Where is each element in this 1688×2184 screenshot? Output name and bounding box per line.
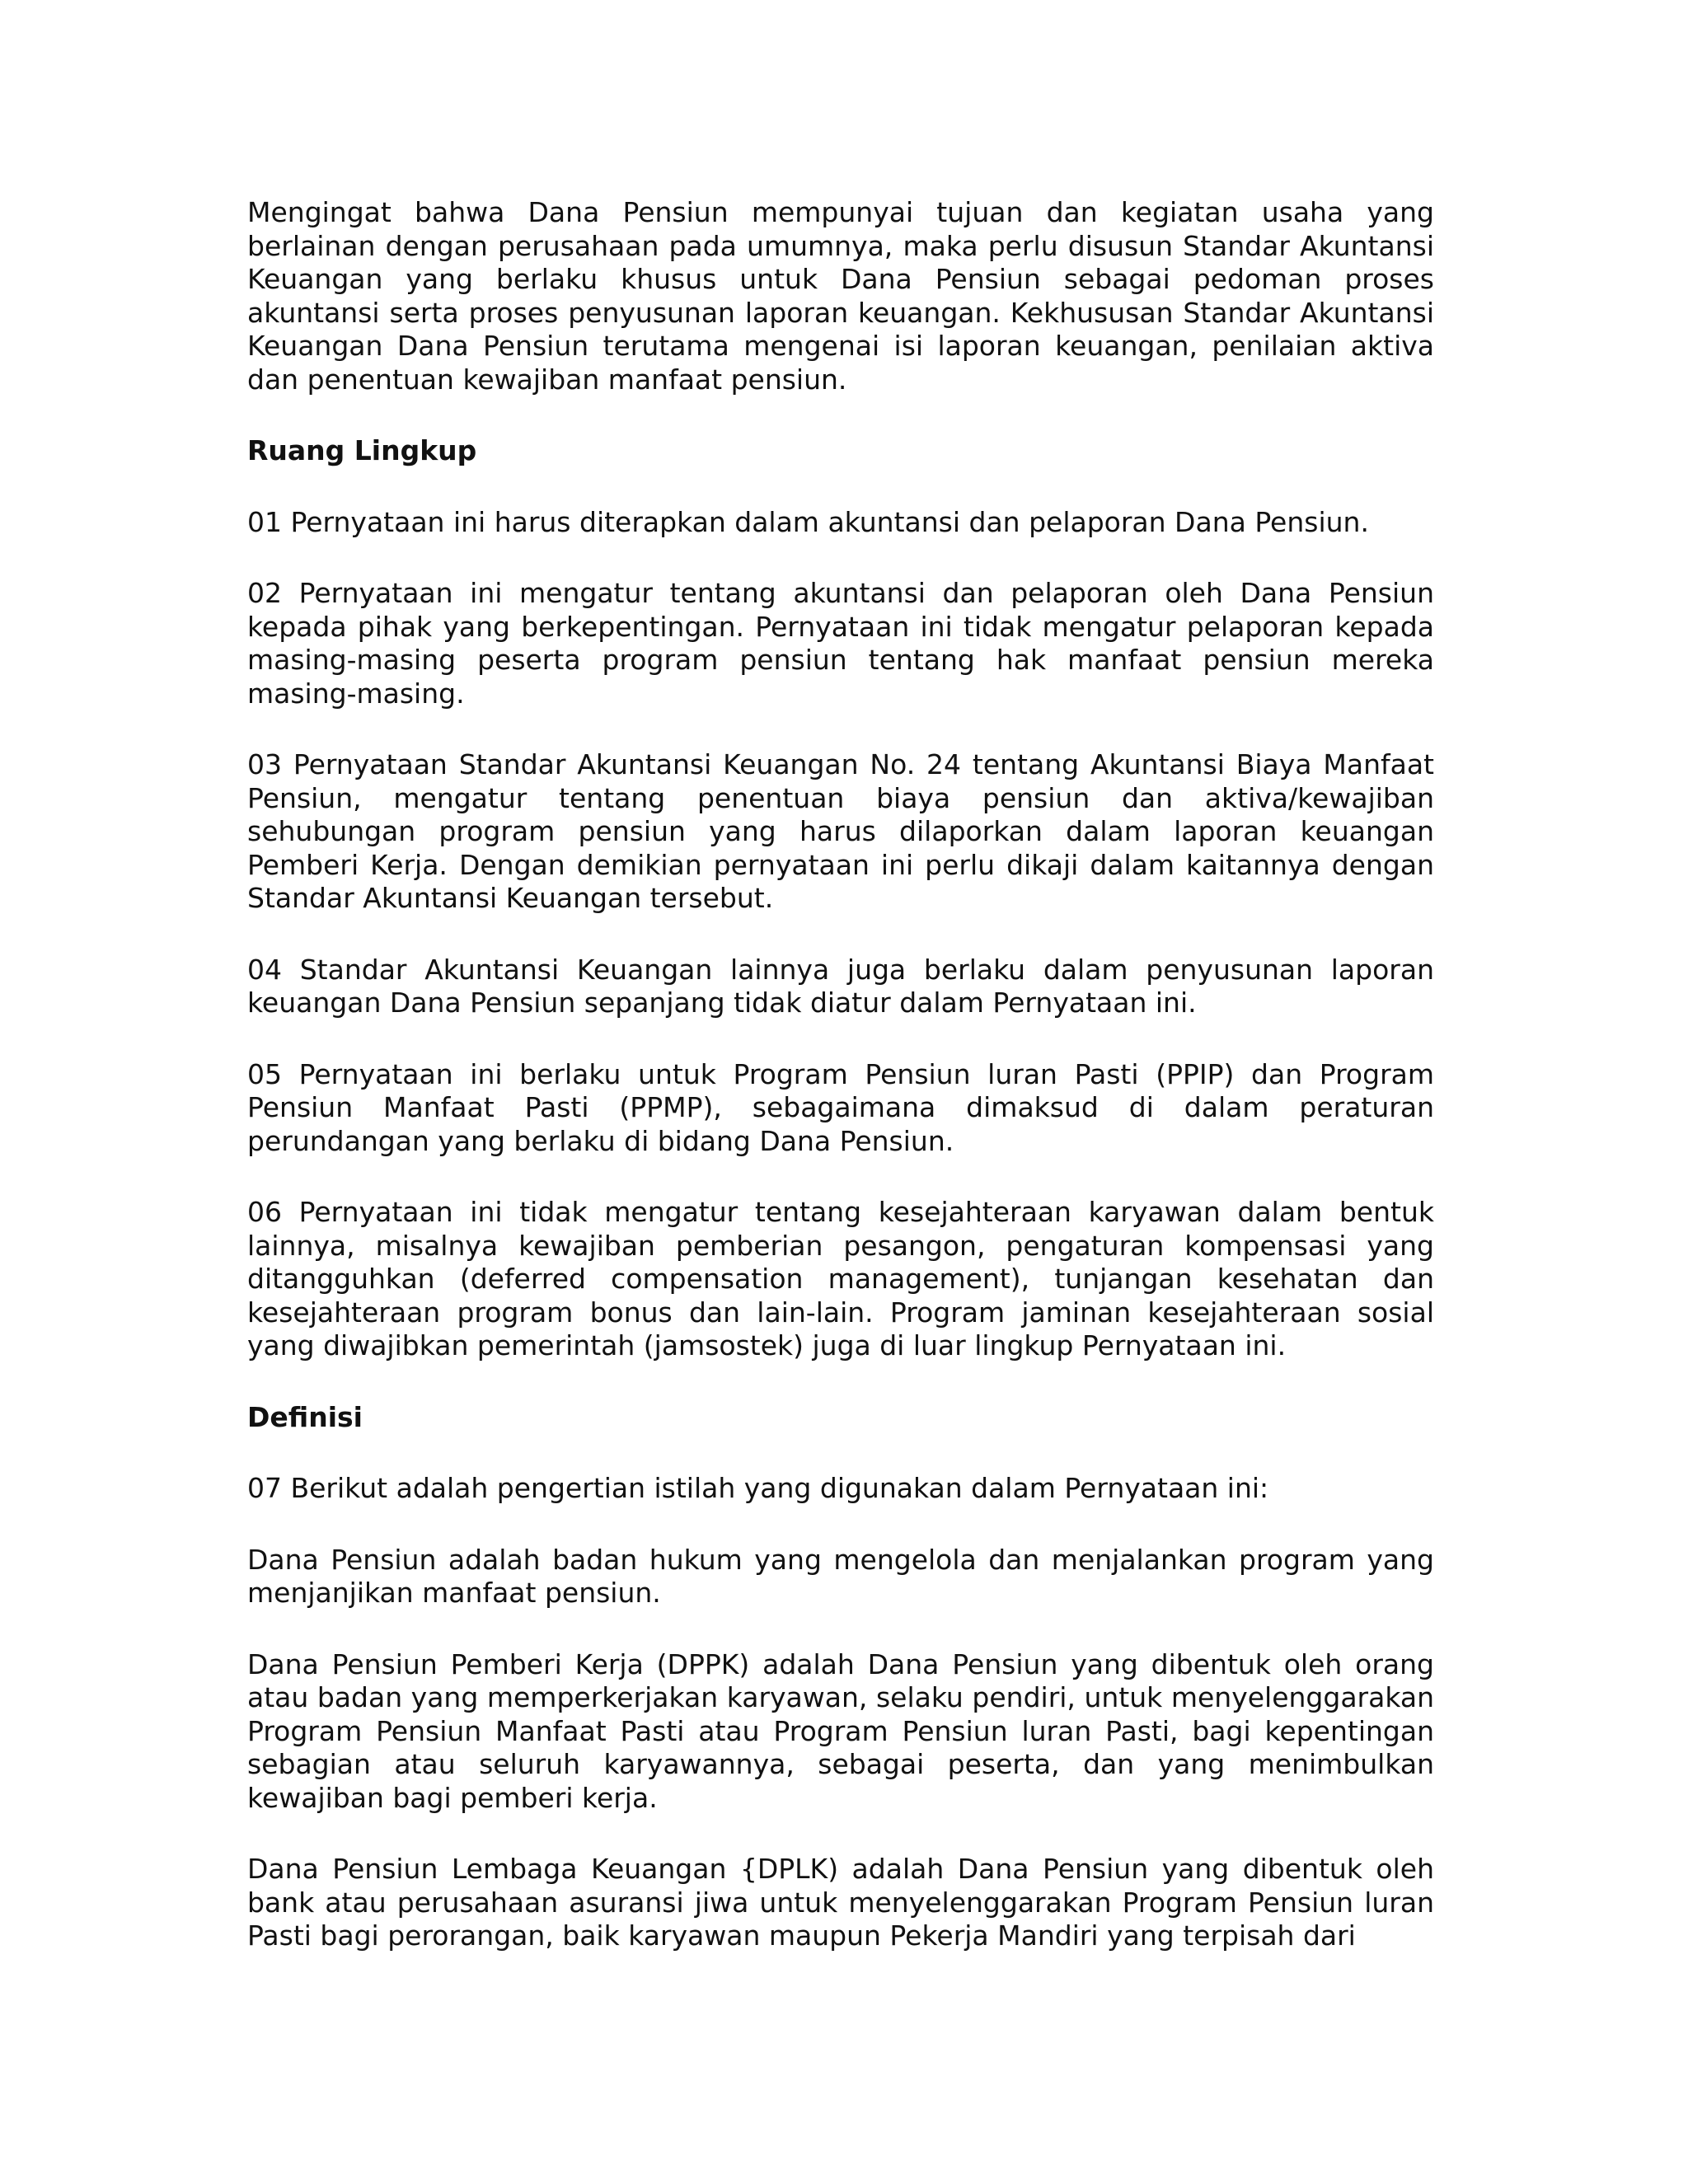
paragraph-05: 05 Pernyataan ini berlaku untuk Program Pensiun luran Pasti (PPIP) dan Program Pensiun Manfaat Pasti (PPMP), sebagaimana dimaksud di dalam peraturan perundangan yang berlaku di bidang Dana Pensiun.	[247, 1057, 1434, 1157]
paragraph-01: 01 Pernyataan ini harus diterapkan dalam akuntansi dan pelaporan Dana Pensiun.	[247, 505, 1369, 538]
paragraph-02: 02 Pernyataan ini mengatur tentang akuntansi dan pelaporan oleh Dana Pensiun kepada pihak yang berkepentingan. Pernyataan ini tidak mengatur pelaporan kepada masing-masing peserta program pensiun tentang hak manfaat pensiun mereka masing-masing.	[247, 577, 1434, 710]
definition-dana-pensiun: Dana Pensiun adalah badan hukum yang mengelola dan menjalankan program yang menjanjikan manfaat pensiun.	[247, 1543, 1434, 1609]
paragraph-06: 06 Pernyataan ini tidak mengatur tentang kesejahteraan karyawan dalam bentuk lainnya, misalnya kewajiban pemberian pesangon, pengaturan kompensasi yang ditangguhkan (deferred compensation management), tunjangan kesehatan dan kesejahteraan program bonus dan lain-lain. Program jaminan kesejahteraan sosial yang diwajibkan pemerintah (jamsostek) juga di luar lingkup Pernyataan ini.	[247, 1196, 1434, 1361]
section-heading-scope: Ruang Lingkup	[247, 434, 477, 466]
definition-dppk: Dana Pensiun Pemberi Kerja (DPPK) adalah Dana Pensiun yang dibentuk oleh orang atau badan yang memperkerjakan karyawan, selaku pendiri, untuk menyelenggarakan Program Pensiun Manfaat Pasti atau Program Pensiun luran Pasti, bagi kepentingan sebagian atau seluruh karyawannya, sebagai peserta, dan yang menimbulkan kewajiban bagi pemberi kerja.	[247, 1647, 1434, 1814]
paragraph-07: 07 Berikut adalah pengertian istilah yang digunakan dalam Pernyataan ini:	[247, 1472, 1269, 1504]
definition-dplk: Dana Pensiun Lembaga Keuangan {DPLK) adalah Dana Pensiun yang dibentuk oleh bank atau perusahaan asuransi jiwa untuk menyelenggarakan Program Pensiun luran Pasti bagi perorangan, baik karyawan maupun Pekerja Mandiri yang terpisah dari	[247, 1853, 1434, 1952]
paragraph-04: 04 Standar Akuntansi Keuangan lainnya juga berlaku dalam penyusunan laporan keuangan Dana Pensiun sepanjang tidak diatur dalam Pernyataan ini.	[247, 953, 1434, 1019]
section-heading-definitions: Definisi	[247, 1400, 363, 1433]
document-page	[247, 196, 1434, 1991]
paragraph-03: 03 Pernyataan Standar Akuntansi Keuangan No. 24 tentang Akuntansi Biaya Manfaat Pensiun, mengatur tentang penentuan biaya pensiun dan aktiva/kewajiban sehubungan program pensiun yang harus dilaporkan dalam laporan keuangan Pemberi Kerja. Dengan demikian pernyataan ini perlu dikaji dalam kaitannya dengan Standar Akuntansi Keuangan tersebut.	[247, 748, 1434, 914]
intro-paragraph: Mengingat bahwa Dana Pensiun mempunyai tujuan dan kegiatan usaha yang berlainan dengan perusahaan pada umumnya, maka perlu disusun Standar Akuntansi Keuangan yang berlaku khusus untuk Dana Pensiun sebagai pedoman proses akuntansi serta proses penyusunan laporan keuangan. Kekhususan Standar Akuntansi Keuangan Dana Pensiun terutama mengenai isi laporan keuangan, penilaian aktiva dan penentuan kewajiban manfaat pensiun.	[247, 196, 1434, 396]
